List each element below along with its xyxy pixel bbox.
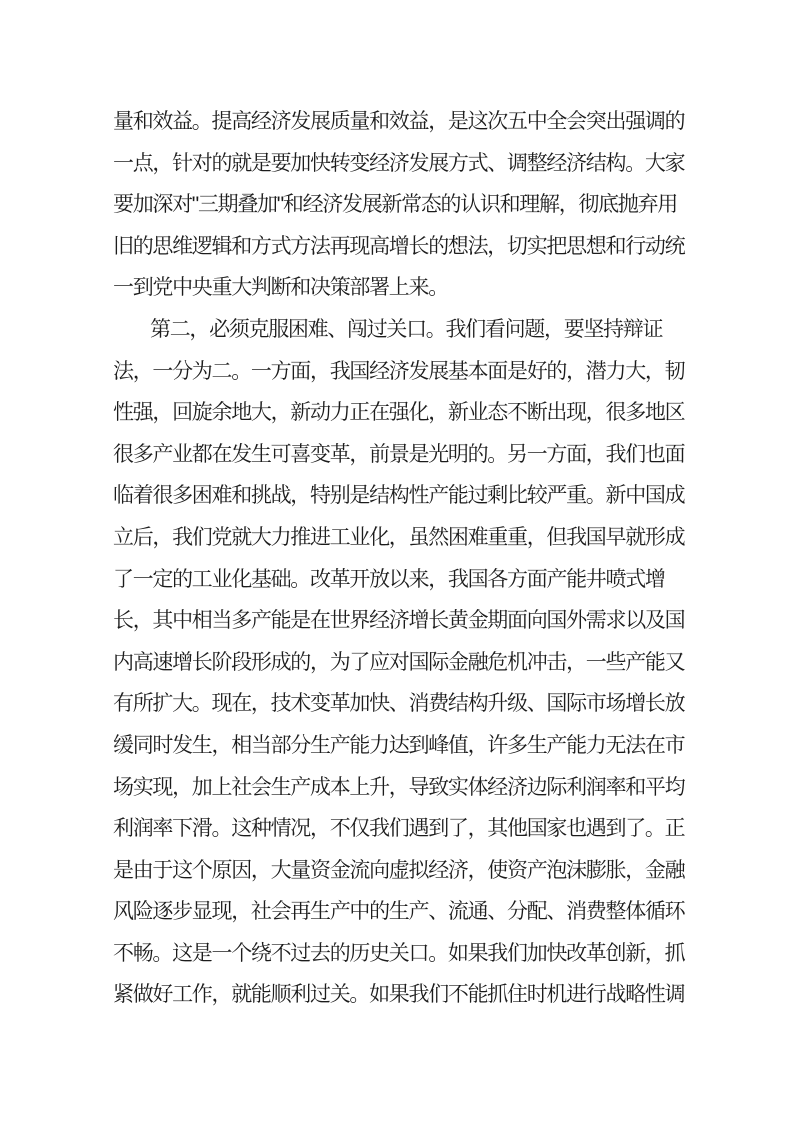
text-line: 缓同时发生，相当部分生产能力达到峰值，许多生产能力无法在市 [113,733,685,757]
text-line: 量和效益。提高经济发展质量和效益，是这次五中全会突出强调的 [113,110,685,133]
text-line: 利润率下滑。这种情况，不仅我们遇到了，其他国家也遇到了。正 [113,817,685,841]
text-line: 了一定的工业化基础。改革开放以来，我国各方面产能井喷式增 [113,567,665,591]
text-line: 风险逐步显现，社会再生产中的生产、流通、分配、消费整体循环 [113,900,685,924]
text-line: 场实现，加上社会生产成本上升，导致实体经济边际利润率和平均 [113,775,685,799]
text-line: 不畅。这是一个绕不过去的历史关口。如果我们加快改革创新，抓 [113,941,685,965]
text-line: 立后，我们党就大力推进工业化，虽然困难重重，但我国早就形成 [113,525,685,549]
text-line: 第二，必须克服困难、闯过关口。我们看问题，要坚持辩证 [150,317,663,341]
text-line: 长，其中相当多产能是在世界经济增长黄金期面向国外需求以及国 [113,609,685,633]
text-line: 很多产业都在发生可喜变革，前景是光明的。另一方面，我们也面 [113,442,685,466]
text-line: 要加深对"三期叠加"和经济发展新常态的认识和理解，彻底抛弃用 [113,193,677,217]
text-line: 法，一分为二。一方面，我国经济发展基本面是好的，潜力大，韧 [113,359,685,383]
text-line: 临着很多困难和挑战，特别是结构性产能过剩比较严重。新中国成 [113,484,685,508]
text-line: 有所扩大。现在，技术变革加快、消费结构升级、国际市场增长放 [113,692,685,716]
text-line: 是由于这个原因，大量资金流向虚拟经济，使资产泡沫膨胀，金融 [113,858,685,882]
text-line: 旧的思维逻辑和方式方法再现高增长的想法，切实把思想和行动统 [113,234,685,258]
text-line: 性强，回旋余地大，新动力正在强化，新业态不断出现，很多地区 [113,401,685,425]
paragraph [113,309,687,1016]
text-line: 一点，针对的就是要加快转变经济发展方式、调整经济结构。大家 [113,151,685,175]
text-line: 紧做好工作，就能顺利过关。如果我们不能抓住时机进行战略性调 [113,983,685,1007]
document-body [113,101,687,1016]
paragraph [113,101,687,309]
text-line: 内高速增长阶段形成的，为了应对国际金融危机冲击，一些产能又 [113,650,685,674]
text-line: 一到党中央重大判断和决策部署上来。 [113,276,448,300]
